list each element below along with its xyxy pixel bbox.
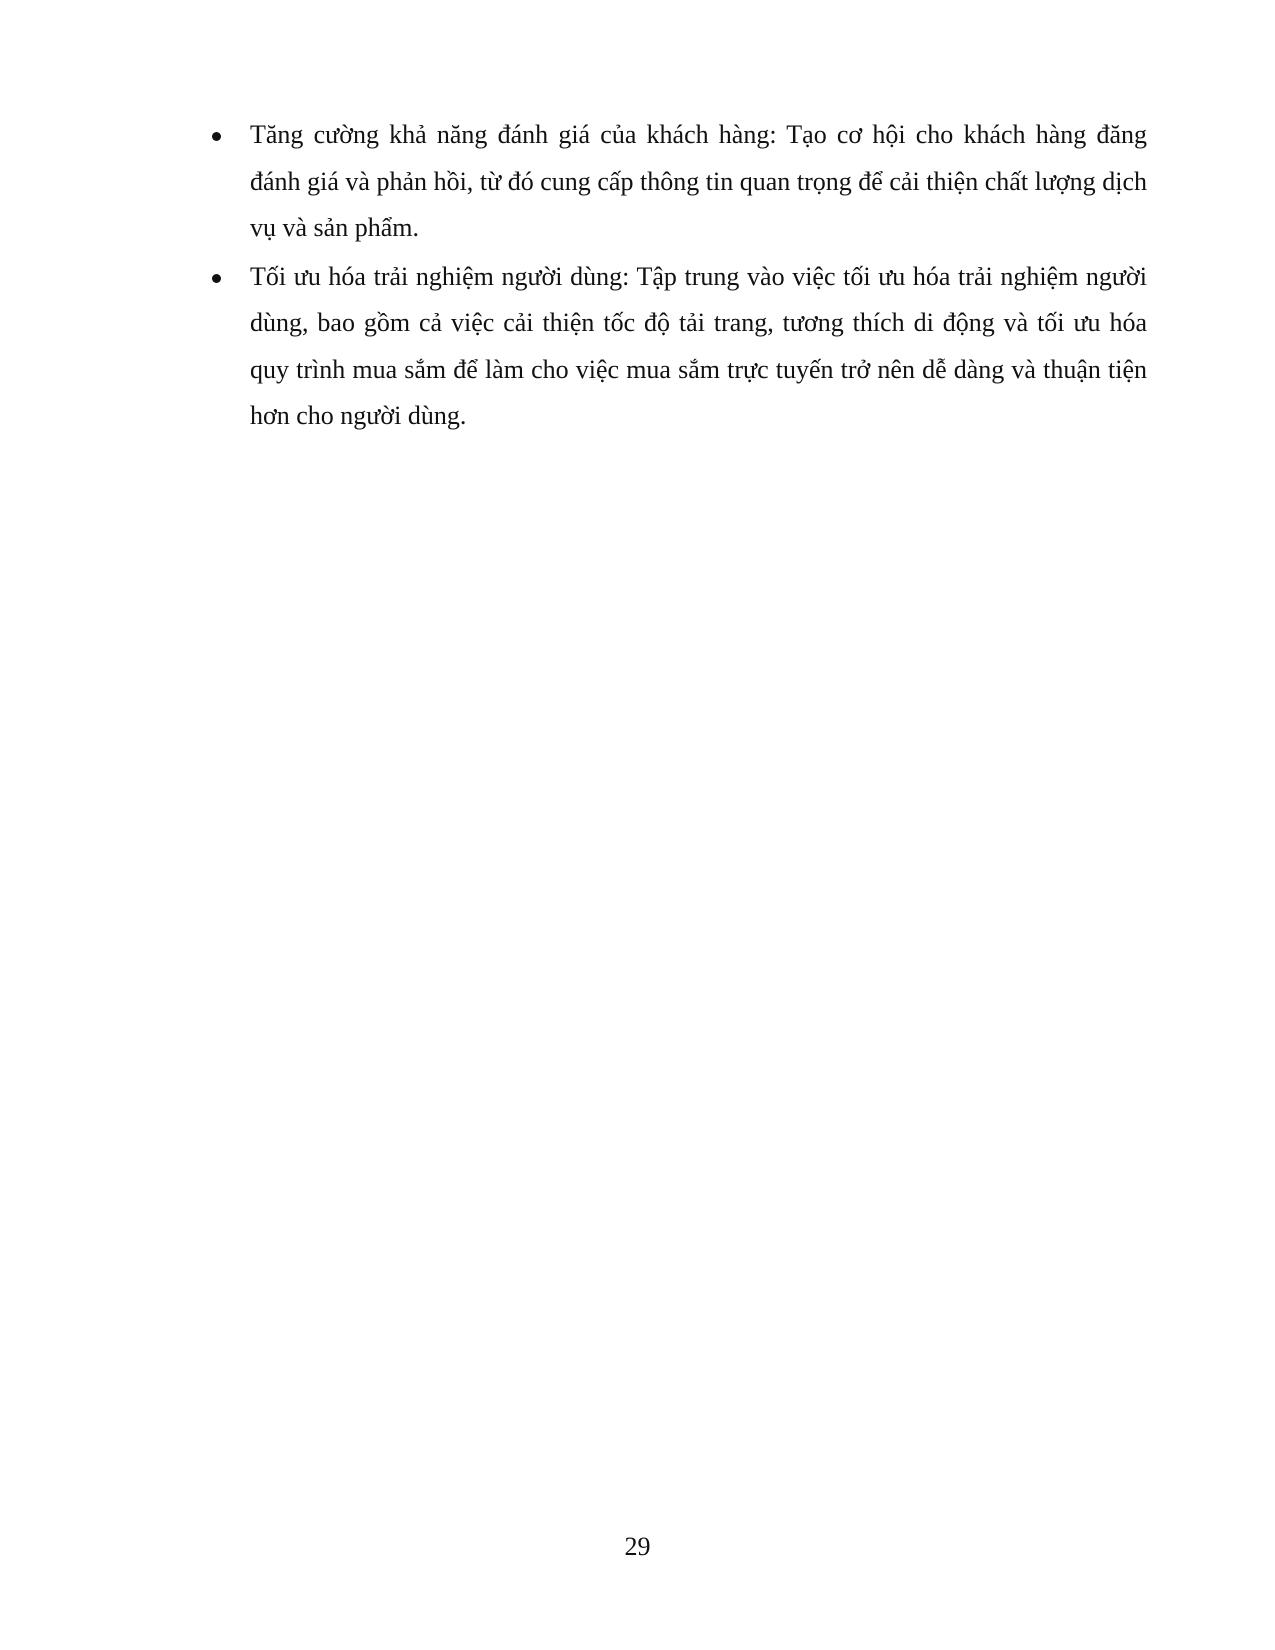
list-item: [212, 112, 1147, 252]
bullet-dot-icon: [212, 132, 221, 141]
bullet-dot-icon: [212, 274, 221, 283]
bullet-list: [212, 112, 1147, 442]
bullet-text: Tối ưu hóa trải nghiệm người dùng: Tập trung vào việc tối ưu hóa trải nghiệm người dùng, bao gồm cả việc cải thiện tốc độ tải trang, tương thích di động và tối ưu hóa quy trình mua sắm để làm cho việc mua sắm trực tuyến trở nên dễ dàng và thuận tiện hơn cho người dùng.: [250, 261, 1147, 430]
list-item: [212, 254, 1147, 440]
page-number: 29: [624, 1532, 651, 1561]
bullet-text: Tăng cường khả năng đánh giá của khách hàng: Tạo cơ hội cho khách hàng đăng đánh giá và phản hồi, từ đó cung cấp thông tin quan trọng để cải thiện chất lượng dịch vụ và sản phẩm.: [250, 120, 1147, 242]
